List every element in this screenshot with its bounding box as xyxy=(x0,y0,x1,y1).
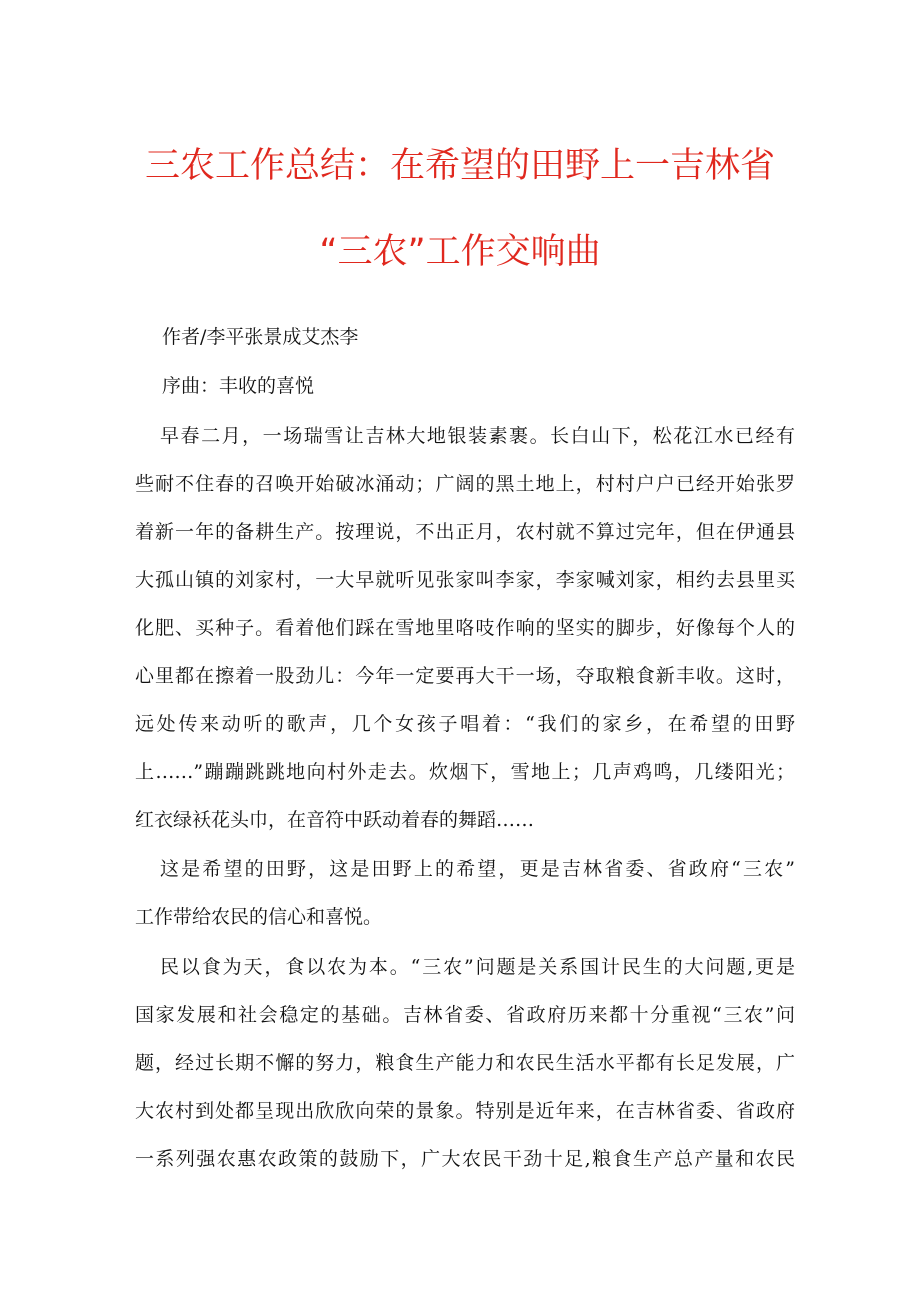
paragraph-line: 题，经过长期不懈的努力，粮食生产能力和农民生活水平都有长足发展，广 xyxy=(135,1052,795,1074)
paragraph-line: 些耐不住春的召唤开始破冰涌动；广阔的黑土地上，村村户户已经开始张罗 xyxy=(135,473,795,495)
paragraph-line: 上……”蹦蹦跳跳地向村外走去。炊烟下，雪地上；几声鸡鸣，几缕阳光； xyxy=(135,761,795,783)
paragraph-line: 民以食为天，食以农为本。“三农”问题是关系国计民生的大问题,更是 xyxy=(160,956,795,978)
paragraph-line: 早春二月，一场瑞雪让吉林大地银装素裹。长白山下，松花江水已经有 xyxy=(160,425,795,447)
paragraph-line: 心里都在擦着一股劲儿：今年一定要再大干一场，夺取粮食新丰收。这时， xyxy=(135,665,795,687)
paragraph-line: 远处传来动听的歌声，几个女孩子唱着：“我们的家乡，在希望的田野 xyxy=(135,713,795,735)
paragraph-line: 大孤山镇的刘家村，一大早就听见张家叫李家，李家喊刘家，相约去县里买 xyxy=(135,569,795,591)
section-heading: 序曲：丰收的喜悦 xyxy=(162,375,315,397)
paragraph-2 xyxy=(135,845,795,941)
paragraph-line: 这是希望的田野，这是田野上的希望，更是吉林省委、省政府“三农” xyxy=(160,858,795,880)
author-byline: 作者/李平张景成艾杰李 xyxy=(162,326,359,348)
paragraph-3 xyxy=(135,943,795,1183)
paragraph-line: 工作带给农民的信心和喜悦。 xyxy=(135,906,383,928)
paragraph-1 xyxy=(135,412,795,844)
document-title-line-2: “三农”工作交响曲 xyxy=(319,232,601,272)
paragraph-line: 一系列强农惠农政策的鼓励下，广大农民干劲十足,粮食生产总产量和农民 xyxy=(135,1148,795,1170)
paragraph-line: 着新一年的备耕生产。按理说，不出正月，农村就不算过完年，但在伊通县 xyxy=(135,521,795,543)
paragraph-line: 大农村到处都呈现出欣欣向荣的景象。特别是近年来，在吉林省委、省政府 xyxy=(135,1100,795,1122)
paragraph-line: 化肥、买种子。看着他们踩在雪地里咯吱作响的坚实的脚步，好像每个人的 xyxy=(135,617,795,639)
paragraph-line: 国家发展和社会稳定的基础。吉林省委、省政府历来都十分重视“三农”问 xyxy=(135,1004,795,1026)
paragraph-line: 红衣绿袄花头巾，在音符中跃动着春的舞蹈…… xyxy=(135,809,535,831)
document-title-line-1: 三农工作总结：在希望的田野上一吉林省 xyxy=(144,146,775,186)
